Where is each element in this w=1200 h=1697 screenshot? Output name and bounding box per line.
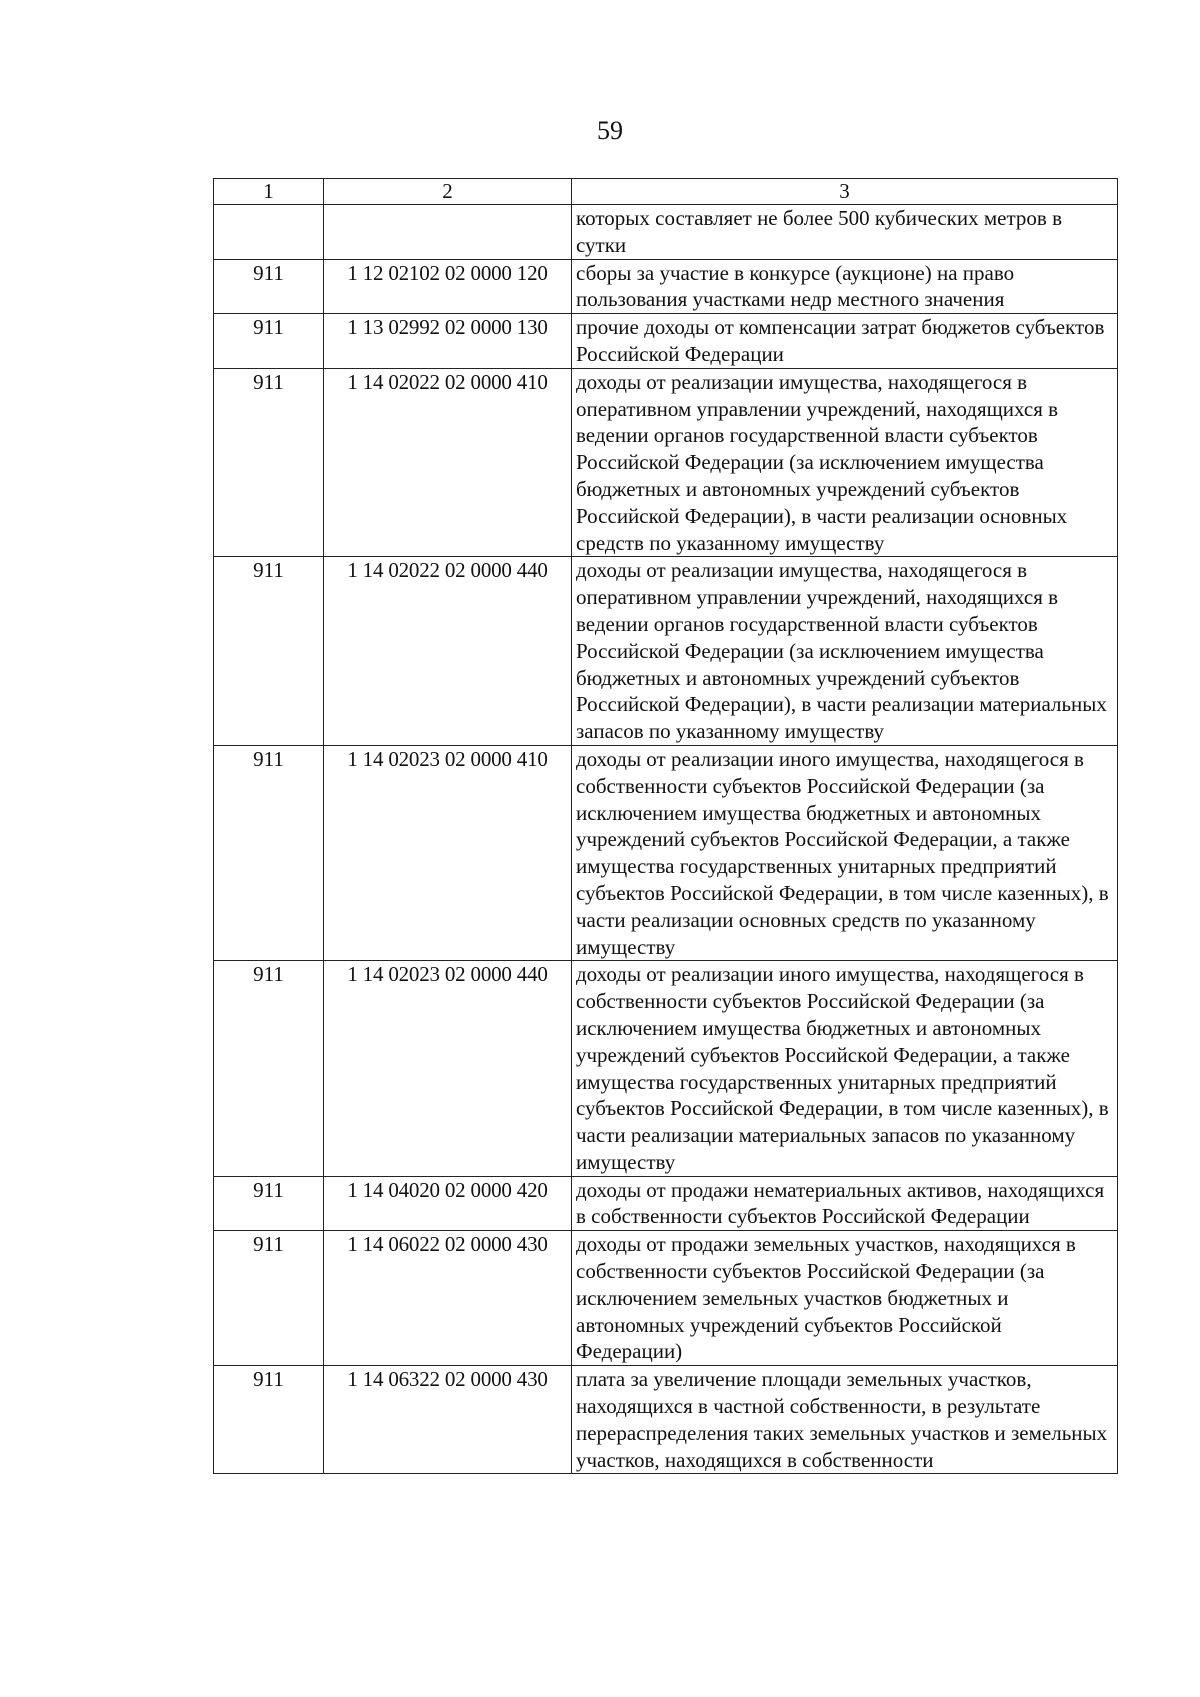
table-row (214, 1366, 1118, 1474)
revenue-description-cell: доходы от реализации имущества, находящегося в оперативном управлении учреждений, находящихся в ведении органов государственной власти субъектов Российской Федерации (за исключением имущества бюджетных и автономных учреждений субъектов Российской Федерации), в части реализации основных средств по указанному имуществу (572, 368, 1118, 557)
budget-classification-code-cell: 1 14 04020 02 0000 420 (324, 1176, 572, 1231)
budget-classification-code-cell (324, 205, 572, 260)
table-row (214, 368, 1118, 557)
revenue-description-cell: сборы за участие в конкурсе (аукционе) на право пользования участками недр местного значения (572, 259, 1118, 314)
budget-classification-code-cell: 1 14 02022 02 0000 410 (324, 368, 572, 557)
column-header-1: 1 (214, 179, 324, 205)
admin-code-cell: 911 (214, 368, 324, 557)
admin-code-cell: 911 (214, 1176, 324, 1231)
admin-code-cell: 911 (214, 259, 324, 314)
budget-classification-code-cell: 1 12 02102 02 0000 120 (324, 259, 572, 314)
table-body (214, 205, 1118, 1474)
revenue-description-cell: доходы от продажи нематериальных активов, находящихся в собственности субъектов Российской Федерации (572, 1176, 1118, 1231)
table-row (214, 557, 1118, 746)
column-header-3: 3 (572, 179, 1118, 205)
revenue-codes-table (213, 178, 1118, 1474)
revenue-description-cell: плата за увеличение площади земельных участков, находящихся в частной собственности, в результате перераспределения таких земельных участков и земельных участков, находящихся в собственности (572, 1366, 1118, 1474)
revenue-description-cell: доходы от реализации имущества, находящегося в оперативном управлении учреждений, находящихся в ведении органов государственной власти субъектов Российской Федерации (за исключением имущества бюджетных и автономных учреждений субъектов Российской Федерации), в части реализации материальных запасов по указанному имуществу (572, 557, 1118, 746)
table-row (214, 1231, 1118, 1366)
admin-code-cell: 911 (214, 314, 324, 369)
admin-code-cell: 911 (214, 557, 324, 746)
budget-classification-code-cell: 1 14 06022 02 0000 430 (324, 1231, 572, 1366)
budget-classification-code-cell: 1 14 02023 02 0000 440 (324, 961, 572, 1176)
table-header-row (214, 179, 1118, 205)
table-row (214, 745, 1118, 960)
revenue-description-cell: доходы от продажи земельных участков, находящихся в собственности субъектов Российской Федерации (за исключением земельных участков бюджетных и автономных учреждений субъектов Российской Федерации) (572, 1231, 1118, 1366)
revenue-description-cell: доходы от реализации иного имущества, находящегося в собственности субъектов Российской Федерации (за исключением имущества бюджетных и автономных учреждений субъектов Российской Федерации, а также имущества государственных унитарных предприятий субъектов Российской Федерации, в том числе казенных), в части реализации материальных запасов по указанному имуществу (572, 961, 1118, 1176)
table-row (214, 961, 1118, 1176)
admin-code-cell: 911 (214, 961, 324, 1176)
page-number: 59 (597, 116, 623, 145)
budget-classification-code-cell: 1 14 02022 02 0000 440 (324, 557, 572, 746)
admin-code-cell: 911 (214, 745, 324, 960)
budget-classification-code-cell: 1 14 06322 02 0000 430 (324, 1366, 572, 1474)
revenue-description-cell: которых составляет не более 500 кубических метров в сутки (572, 205, 1118, 260)
table-row (214, 259, 1118, 314)
table-row (214, 1176, 1118, 1231)
revenue-description-cell: прочие доходы от компенсации затрат бюджетов субъектов Российской Федерации (572, 314, 1118, 369)
admin-code-cell: 911 (214, 1366, 324, 1474)
column-header-2: 2 (324, 179, 572, 205)
table-row (214, 205, 1118, 260)
admin-code-cell (214, 205, 324, 260)
budget-classification-code-cell: 1 13 02992 02 0000 130 (324, 314, 572, 369)
budget-classification-code-cell: 1 14 02023 02 0000 410 (324, 745, 572, 960)
revenue-description-cell: доходы от реализации иного имущества, находящегося в собственности субъектов Российской Федерации (за исключением имущества бюджетных и автономных учреждений субъектов Российской Федерации, а также имущества государственных унитарных предприятий субъектов Российской Федерации, в том числе казенных), в части реализации основных средств по указанному имуществу (572, 745, 1118, 960)
admin-code-cell: 911 (214, 1231, 324, 1366)
table-row (214, 314, 1118, 369)
